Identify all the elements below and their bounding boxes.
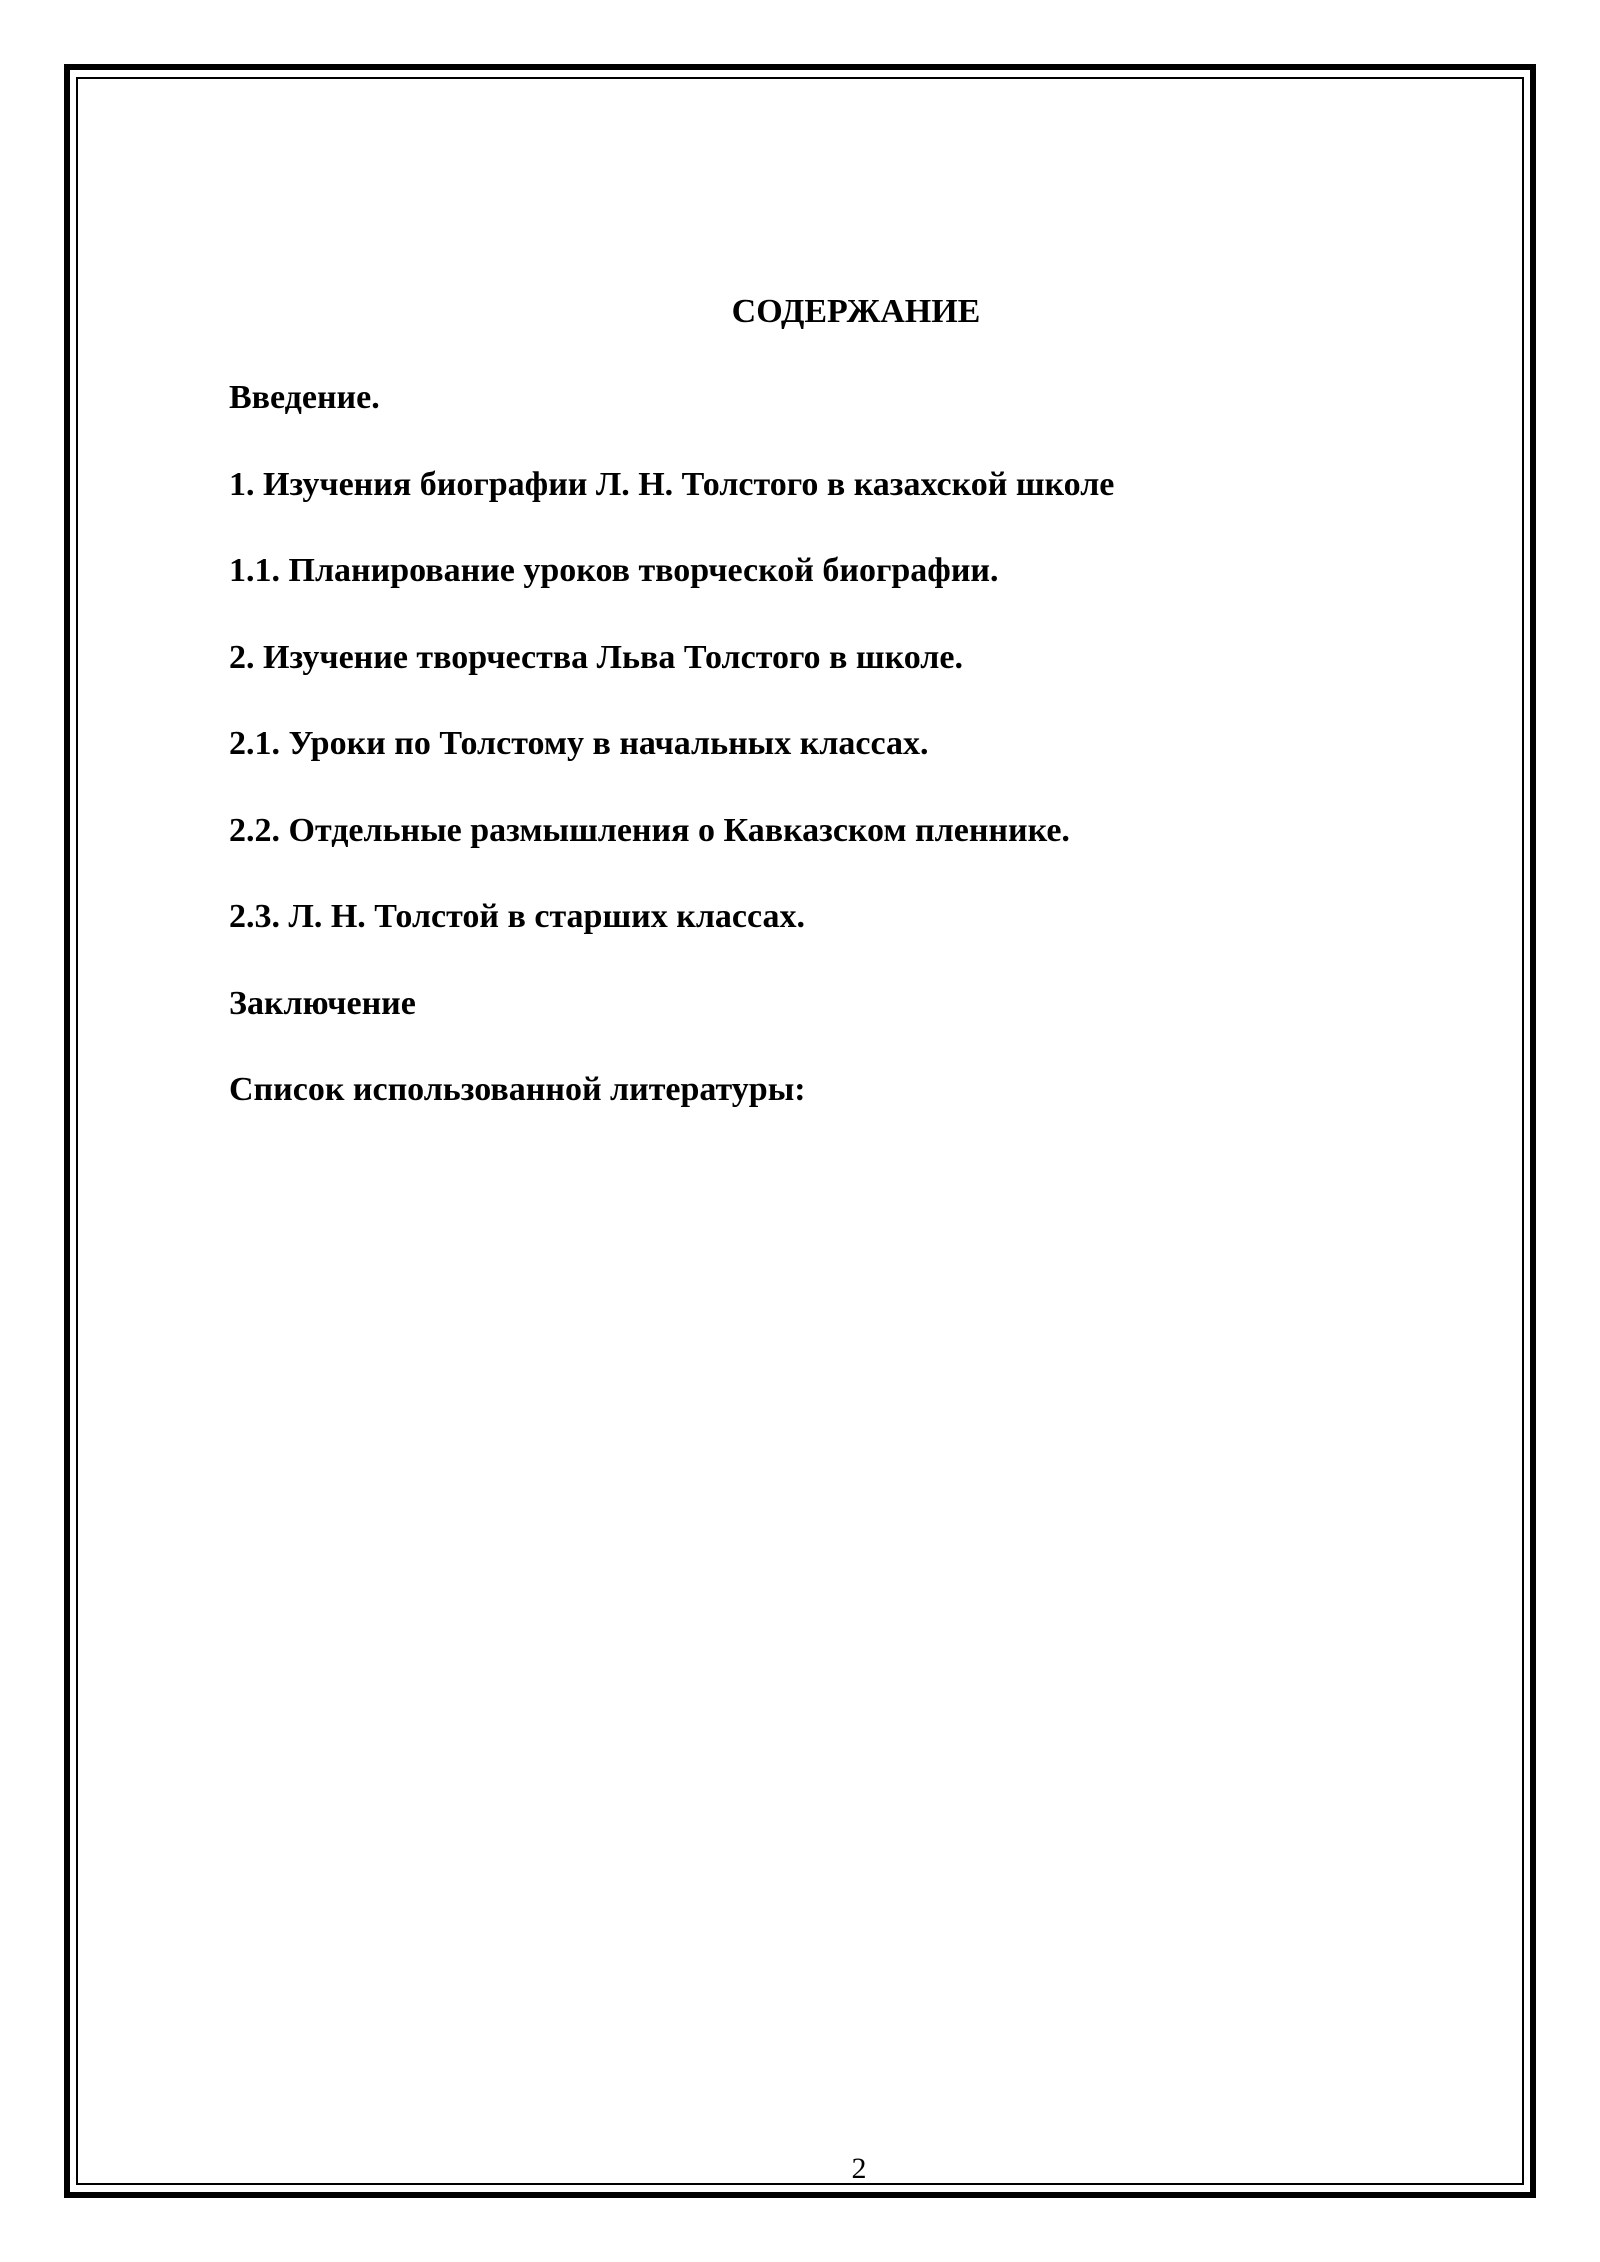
table-of-contents: [229, 378, 1114, 1157]
toc-item-section-2-1: 2.1. Уроки по Толстому в начальных классах.: [229, 725, 929, 762]
toc-item-section-2-2: 2.2. Отдельные размышления о Кавказском пленнике.: [229, 811, 1070, 849]
toc-item-introduction: Введение.: [229, 379, 380, 416]
page-number: 2: [851, 2152, 867, 2185]
toc-item-bibliography: Список использованной литературы:: [229, 1071, 806, 1108]
toc-item-chapter-1: 1. Изучения биографии Л. Н. Толстого в казахской школе: [229, 465, 1115, 503]
toc-item-section-1-1: 1.1. Планирование уроков творческой биографии.: [229, 552, 999, 589]
toc-item-chapter-2: 2. Изучение творчества Льва Толстого в школе.: [229, 638, 963, 676]
toc-title: СОДЕРЖАНИЕ: [731, 293, 981, 330]
toc-item-section-2-3: 2.3. Л. Н. Толстой в старших классах.: [229, 898, 806, 935]
toc-item-conclusion: Заключение: [229, 984, 416, 1022]
